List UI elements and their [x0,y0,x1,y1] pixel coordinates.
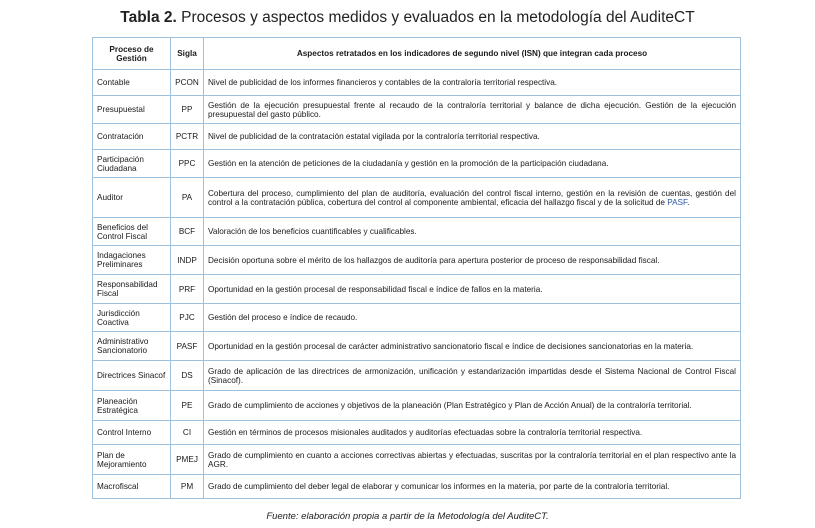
table-row [93,275,741,304]
cell-proceso: Beneficios del Control Fiscal [93,218,171,246]
cell-aspectos: Oportunidad en la gestión procesal de carácter administrativo sancionatorio fiscal e índice de decisiones sancionatorias en la materia. [204,332,741,361]
cell-sigla: PMEJ [171,445,204,475]
cell-aspectos: Grado de cumplimiento de acciones y objetivos de la planeación (Plan Estratégico y Plan de Acción Anual) de la contraloría territorial. [204,391,741,421]
table-row [93,246,741,275]
cell-sigla: CI [171,421,204,445]
cell-proceso: Indagaciones Preliminares [93,246,171,275]
cell-proceso: Contable [93,70,171,96]
cell-aspectos: Nivel de publicidad de la contratación estatal vigilada por la contraloría territorial respectiva. [204,124,741,150]
cell-sigla: PJC [171,304,204,332]
cell-proceso: Planeación Estratégica [93,391,171,421]
table-row [93,178,741,218]
table-row [93,361,741,391]
cell-proceso: Control Interno [93,421,171,445]
table-row [93,445,741,475]
header-aspectos: Aspectos retratados en los indicadores de segundo nivel (ISN) que integran cada proceso [204,38,741,70]
table-row [93,421,741,445]
cell-aspectos: Grado de cumplimiento en cuanto a acciones correctivas abiertas y efectuadas, suscritas por la contraloría territorial en el plan respectivo ante la AGR. [204,445,741,475]
cell-sigla: INDP [171,246,204,275]
aspectos-end: . [687,197,690,207]
cell-proceso: Macrofiscal [93,475,171,499]
table-row [93,150,741,178]
cell-proceso: Contratación [93,124,171,150]
cell-aspectos: Decisión oportuna sobre el mérito de los hallazgos de auditoría para apertura posterior de proceso de responsabilidad fiscal. [204,246,741,275]
cell-sigla: PA [171,178,204,218]
cell-sigla: PASF [171,332,204,361]
cell-aspectos: Valoración de los beneficios cuantificables y cualificables. [204,218,741,246]
table-row [93,304,741,332]
cell-aspectos: Gestión en la atención de peticiones de la ciudadanía y gestión en la promoción de la participación ciudadana. [204,150,741,178]
cell-proceso: Jurisdicción Coactiva [93,304,171,332]
cell-aspectos: Gestión en términos de procesos misionales auditados y auditorías efectuadas sobre la contraloría territorial respectiva. [204,421,741,445]
pasf-link[interactable]: PASF [667,197,688,207]
cell-sigla: PP [171,96,204,124]
cell-sigla: PPC [171,150,204,178]
cell-sigla: PE [171,391,204,421]
cell-proceso: Administrativo Sancionatorio [93,332,171,361]
cell-aspectos: Grado de cumplimiento del deber legal de elaborar y comunicar los informes en la materia, por parte de la contraloría territorial. [204,475,741,499]
table-row [93,332,741,361]
cell-aspectos [204,178,741,218]
cell-sigla: BCF [171,218,204,246]
header-sigla: Sigla [171,38,204,70]
aspectos-text: Cobertura del proceso, cumplimiento del plan de auditoría, evaluación del control fiscal interno, gestión en la revisión de cuentas, gestión del control a la contratación pública, cobertura del control al componente ambiental, eficacia del hallazgo fiscal y de la solicitud de [208,188,736,207]
cell-sigla: PCTR [171,124,204,150]
cell-proceso: Responsabilidad Fiscal [93,275,171,304]
cell-proceso: Presupuestal [93,96,171,124]
cell-aspectos: Oportunidad en la gestión procesal de responsabilidad fiscal e índice de fallos en la materia. [204,275,741,304]
cell-sigla: PCON [171,70,204,96]
table-row [93,475,741,499]
processes-table [92,37,741,499]
cell-proceso: Plan de Mejoramiento [93,445,171,475]
table-row [93,218,741,246]
table-row [93,70,741,96]
caption-text: Procesos y aspectos medidos y evaluados en la metodología del AuditeCT [181,9,695,26]
cell-aspectos: Gestión de la ejecución presupuestal frente al recaudo de la contraloría territorial y balance de dicha ejecución. Gestión de la ejecución presupuestal del gasto público. [204,96,741,124]
cell-aspectos: Gestión del proceso e índice de recaudo. [204,304,741,332]
cell-sigla: PRF [171,275,204,304]
header-proceso: Proceso de Gestión [93,38,171,70]
cell-aspectos: Nivel de publicidad de los informes financieros y contables de la contraloría territorial respectiva. [204,70,741,96]
table-row [93,124,741,150]
cell-proceso: Participación Ciudadana [93,150,171,178]
source-note: Fuente: elaboración propia a partir de la Metodología del AuditeCT. [266,511,549,522]
caption-label: Tabla 2. [120,9,177,26]
cell-sigla: PM [171,475,204,499]
table-header-row [93,38,741,70]
cell-sigla: DS [171,361,204,391]
cell-proceso: Directrices Sinacof [93,361,171,391]
cell-aspectos: Grado de aplicación de las directrices de armonización, unificación y estandarización impartidas desde el Sistema Nacional de Control Fiscal (Sinacof). [204,361,741,391]
table-row [93,96,741,124]
table-caption [0,9,815,27]
cell-proceso: Auditor [93,178,171,218]
table-row [93,391,741,421]
